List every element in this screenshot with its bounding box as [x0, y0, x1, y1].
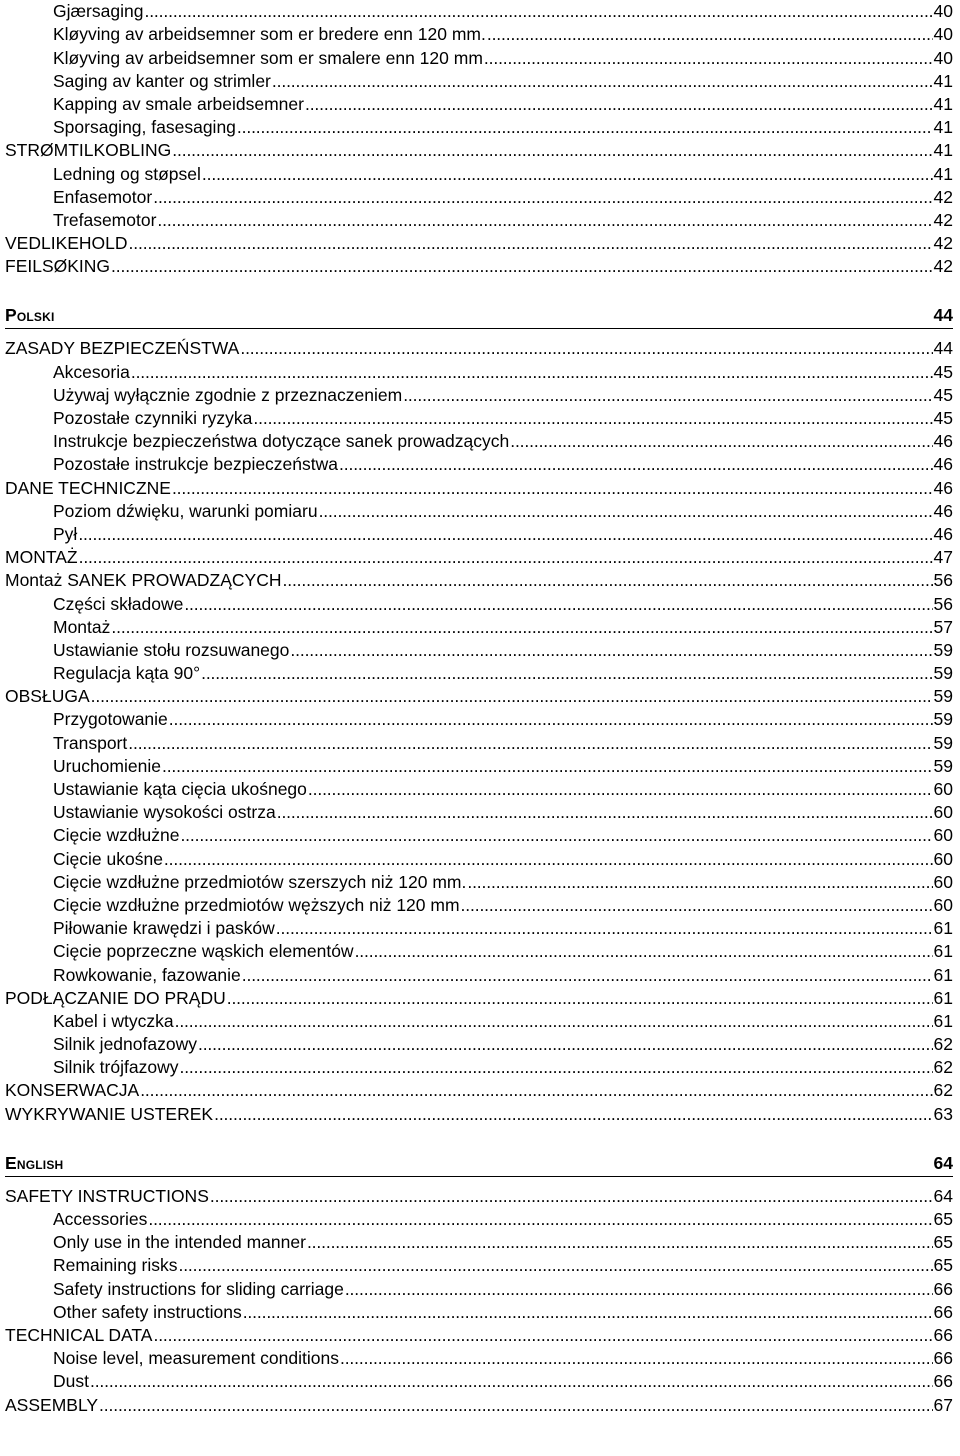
toc-entry[interactable]: [5, 1393, 953, 1416]
toc-entry-page-number: 59: [933, 709, 953, 730]
toc-entry-page-number: 62: [933, 1080, 953, 1101]
toc-entry-title: Pozostałe czynniki ryzyka: [53, 408, 253, 428]
toc-entry-title: Ledning og støpsel: [53, 163, 201, 184]
dot-leader: [210, 1185, 933, 1208]
toc-entry-title: Regulacja kąta 90°: [53, 663, 201, 684]
toc-entry[interactable]: [5, 940, 953, 963]
toc-entry-title: TECHNICAL DATA: [5, 1324, 153, 1345]
dot-leader: [157, 209, 932, 232]
toc-entry-title: Cięcie wzdłużne przedmiotów szerszych niż 120 mm.: [53, 871, 467, 892]
toc-entry-title: Cięcie wzdłużne przedmiotów węższych niż 120 mm: [53, 894, 460, 915]
toc-entry-page-number: 61: [933, 918, 953, 939]
toc-entry[interactable]: [5, 1231, 953, 1254]
toc-entry[interactable]: [5, 1010, 953, 1033]
dot-leader: [510, 430, 932, 453]
dot-leader: [172, 477, 933, 500]
toc-entry-page-number: 42: [933, 256, 953, 277]
toc-entry[interactable]: [5, 116, 953, 139]
toc-entry-page-number: 46: [933, 431, 953, 452]
toc-entry-page-number: 60: [933, 802, 953, 823]
toc-entry-page-number: 46: [933, 477, 953, 498]
section-title: Polski: [5, 305, 55, 326]
toc-entry-page-number: 66: [933, 1301, 953, 1322]
dot-leader: [169, 708, 933, 731]
toc-entry-title: STRØMTILKOBLING: [5, 140, 172, 161]
dot-leader: [305, 93, 933, 116]
toc-entry-title: Noise level, measurement conditions: [53, 1348, 339, 1369]
toc-entry[interactable]: [5, 93, 953, 116]
dot-leader: [272, 70, 933, 93]
toc-entry[interactable]: [5, 731, 953, 754]
dot-leader: [283, 569, 933, 592]
toc-entry-title: ZASADY BEZPIECZEŃSTWA: [5, 338, 240, 359]
dot-leader: [227, 987, 933, 1010]
section-page-number: 44: [933, 305, 953, 326]
toc-entry-title: Ustawianie wysokości ostrza: [53, 802, 276, 823]
toc-entry-page-number: 42: [933, 233, 953, 254]
toc-entry-title: Sporsaging, fasesaging: [53, 117, 236, 138]
toc-entry[interactable]: [5, 847, 953, 870]
section-page-number: 64: [933, 1152, 953, 1173]
toc-entry-title: WYKRYWANIE USTEREK: [5, 1103, 214, 1124]
toc-entry[interactable]: [5, 1301, 953, 1324]
toc-entry-page-number: 46: [933, 500, 953, 521]
toc-entry-page-number: 61: [933, 941, 953, 962]
toc-entry-page-number: 59: [933, 639, 953, 660]
toc-entry-page-number: 46: [933, 454, 953, 475]
toc-entry[interactable]: [5, 1185, 953, 1208]
dot-leader: [214, 1103, 932, 1126]
toc-entry-page-number: 61: [933, 987, 953, 1008]
toc-entry-page-number: 59: [933, 686, 953, 707]
toc-entry-title: Rowkowanie, fazowanie: [53, 964, 241, 985]
toc-entry-title: Pozostałe instrukcje bezpieczeństwa: [53, 454, 339, 475]
toc-entry-page-number: 67: [933, 1394, 953, 1415]
dot-leader: [467, 871, 932, 894]
dot-leader: [140, 1079, 932, 1102]
toc-entry-title: Silnik trójfazowy: [53, 1057, 179, 1078]
toc-entry[interactable]: [5, 569, 953, 592]
toc-entry-title: Cięcie wzdłużne: [53, 825, 180, 846]
toc-entry[interactable]: [5, 662, 953, 685]
toc-entry[interactable]: [5, 1208, 953, 1231]
toc-entry[interactable]: [5, 1033, 953, 1056]
toc-entry[interactable]: [5, 917, 953, 940]
toc-entry[interactable]: [5, 407, 953, 430]
dot-leader: [78, 523, 932, 546]
toc-entry-title: Montaż SANEK PROWADZĄCYCH: [5, 570, 282, 591]
toc-entry[interactable]: [5, 801, 953, 824]
toc-entry-title: Cięcie ukośne: [53, 848, 163, 869]
toc-entry[interactable]: [5, 1370, 953, 1393]
toc-entry-page-number: 65: [933, 1209, 953, 1229]
toc-entry-page-number: 59: [933, 663, 953, 684]
dot-leader: [484, 47, 933, 70]
toc-entry-title: Other safety instructions: [53, 1301, 242, 1322]
toc-entry-title: FEILSØKING: [5, 256, 111, 277]
toc-entry-page-number: 62: [933, 1034, 953, 1055]
toc-entry-page-number: 59: [933, 732, 953, 753]
toc-entry-title: Części składowe: [53, 593, 184, 614]
toc-entry-title: MONTAŻ: [5, 547, 78, 568]
toc-entry-page-number: 56: [933, 593, 953, 614]
dot-leader: [242, 964, 933, 987]
toc-entry[interactable]: [5, 1102, 953, 1125]
toc-entry-page-number: 45: [933, 384, 953, 405]
toc-entry-title: VEDLIKEHOLD: [5, 233, 128, 254]
toc-entry-page-number: 60: [933, 848, 953, 869]
toc-entry-page-number: 40: [933, 1, 953, 22]
toc-entry-page-number: 40: [933, 24, 953, 45]
dot-leader: [144, 0, 932, 23]
toc-entry-title: Only use in the intended manner: [53, 1232, 306, 1253]
dot-leader: [276, 917, 933, 940]
dot-leader: [308, 778, 933, 801]
toc-section-heading[interactable]: [5, 1152, 953, 1177]
toc-entry[interactable]: [5, 453, 953, 476]
dot-leader: [153, 1324, 932, 1347]
toc-entry-page-number: 66: [933, 1348, 953, 1369]
toc-entry-page-number: 65: [933, 1255, 953, 1276]
dot-leader: [148, 1208, 932, 1231]
toc-entry-page-number: 41: [933, 117, 953, 138]
toc-entry-page-number: 64: [933, 1185, 953, 1206]
toc-entry-title: Ustawianie stołu rozsuwanego: [53, 639, 290, 660]
toc-entry-page-number: 60: [933, 779, 953, 799]
toc-entry-title: Używaj wyłącznie zgodnie z przeznaczeniem: [53, 384, 403, 405]
toc-entry-page-number: 41: [933, 93, 953, 114]
toc-entry-title: KONSERWACJA: [5, 1080, 140, 1101]
toc-entry-page-number: 62: [933, 1057, 953, 1078]
dot-leader: [153, 186, 932, 209]
dot-leader: [487, 23, 933, 46]
toc-entry-title: OBSŁUGA: [5, 686, 90, 707]
dot-leader: [403, 384, 932, 407]
toc-entry[interactable]: [5, 708, 953, 731]
toc-entry[interactable]: [5, 384, 953, 407]
dot-leader: [355, 940, 933, 963]
toc-entry[interactable]: [5, 592, 953, 615]
dot-leader: [290, 639, 932, 662]
toc-entry-title: Cięcie poprzeczne wąskich elementów: [53, 941, 354, 962]
dot-leader: [277, 801, 933, 824]
toc-entry-page-number: 66: [933, 1371, 953, 1392]
toc-entry-title: Trefasemotor: [53, 209, 157, 230]
toc-entry[interactable]: [5, 70, 953, 93]
toc-entry[interactable]: [5, 1254, 953, 1277]
toc-entry-title: Remaining risks: [53, 1255, 178, 1276]
toc-entry-page-number: 45: [933, 361, 953, 382]
toc-entry[interactable]: [5, 894, 953, 917]
toc-entry[interactable]: [5, 0, 953, 23]
toc-entry[interactable]: [5, 337, 953, 360]
toc-entry-page-number: 56: [933, 570, 953, 591]
toc-entry[interactable]: [5, 639, 953, 662]
toc-entry[interactable]: [5, 778, 953, 801]
toc-entry[interactable]: [5, 430, 953, 453]
toc-entry-page-number: 66: [933, 1324, 953, 1345]
dot-leader: [319, 500, 933, 523]
toc-entry-title: Piłowanie krawędzi i pasków: [53, 918, 275, 939]
toc-entry-title: Przygotowanie: [53, 709, 168, 730]
toc-entry-page-number: 57: [933, 616, 953, 637]
toc-entry[interactable]: [5, 546, 953, 569]
dot-leader: [79, 546, 933, 569]
toc-entry-title: PODŁĄCZANIE DO PRĄDU: [5, 987, 226, 1008]
dot-leader: [179, 1056, 932, 1079]
toc-entry-title: Transport: [53, 732, 128, 753]
toc-entry-title: SAFETY INSTRUCTIONS: [5, 1185, 209, 1206]
toc-entry-page-number: 60: [933, 825, 953, 846]
toc-entry-page-number: 41: [933, 70, 953, 91]
toc-entry-page-number: 41: [933, 140, 953, 161]
dot-leader: [339, 453, 933, 476]
toc-entry-title: Uruchomienie: [53, 755, 161, 776]
toc-entry-page-number: 47: [933, 547, 953, 568]
toc-entry-page-number: 65: [933, 1232, 953, 1253]
toc-entry[interactable]: [5, 755, 953, 778]
dot-leader: [340, 1347, 933, 1370]
toc-entry[interactable]: [5, 987, 953, 1010]
section-title: English: [5, 1152, 64, 1173]
toc-entry-title: Accessories: [53, 1209, 148, 1229]
toc-entry-title: Dust: [53, 1371, 89, 1392]
toc-entry[interactable]: [5, 162, 953, 185]
toc-entry[interactable]: [5, 500, 953, 523]
dot-leader: [243, 1301, 933, 1324]
toc-entry-title: Kabel i wtyczka: [53, 1010, 174, 1031]
toc-entry[interactable]: [5, 23, 953, 46]
dot-leader: [253, 407, 932, 430]
toc-entry-title: DANE TECHNICZNE: [5, 477, 171, 498]
dot-leader: [90, 1370, 933, 1393]
dot-leader: [172, 139, 932, 162]
dot-leader: [162, 755, 933, 778]
toc-entry-title: Pył: [53, 523, 78, 544]
toc-entry[interactable]: [5, 139, 953, 162]
toc-entry-title: Kløyving av arbeidsemner som er smalere enn 120 mm: [53, 47, 483, 68]
dot-leader: [175, 1010, 933, 1033]
toc-entry-title: Montaż: [53, 616, 111, 637]
toc-section-heading[interactable]: [5, 304, 953, 329]
dot-leader: [129, 232, 933, 255]
toc-entry-title: Gjærsaging: [53, 1, 144, 22]
toc-entry-page-number: 59: [933, 755, 953, 776]
dot-leader: [111, 255, 933, 278]
dot-leader: [111, 616, 932, 639]
toc-entry-page-number: 42: [933, 186, 953, 207]
dot-leader: [202, 163, 933, 186]
toc-entry[interactable]: [5, 476, 953, 499]
toc-entry-page-number: 61: [933, 1010, 953, 1031]
toc-entry[interactable]: [5, 360, 953, 383]
dot-leader: [345, 1278, 933, 1301]
dot-leader: [184, 593, 932, 616]
toc-entry-page-number: 66: [933, 1278, 953, 1299]
toc-entry-title: Enfasemotor: [53, 186, 153, 207]
toc-entry[interactable]: [5, 255, 953, 278]
dot-leader: [128, 732, 932, 755]
dot-leader: [178, 1254, 932, 1277]
dot-leader: [131, 361, 933, 384]
toc-entry-page-number: 41: [933, 163, 953, 184]
toc-entry-title: Safety instructions for sliding carriage: [53, 1278, 344, 1299]
toc-entry[interactable]: [5, 1347, 953, 1370]
toc-entry-page-number: 46: [933, 523, 953, 544]
toc-entry-title: Kløyving av arbeidsemner som er bredere enn 120 mm.: [53, 24, 486, 45]
toc-entry-title: Akcesoria: [53, 361, 130, 382]
toc-entry-page-number: 40: [933, 47, 953, 68]
toc-entry-title: Poziom dźwięku, warunki pomiaru: [53, 500, 318, 521]
toc-entry-title: Kapping av smale arbeidsemner: [53, 93, 304, 114]
toc-entry[interactable]: [5, 824, 953, 847]
toc-entry[interactable]: [5, 232, 953, 255]
dot-leader: [99, 1394, 932, 1417]
toc-entry[interactable]: [5, 1056, 953, 1079]
table-of-contents: [5, 0, 953, 1417]
toc-entry-title: ASSEMBLY: [5, 1394, 99, 1415]
toc-entry[interactable]: [5, 1324, 953, 1347]
toc-entry[interactable]: [5, 209, 953, 232]
toc-entry[interactable]: [5, 523, 953, 546]
toc-entry-page-number: 60: [933, 871, 953, 892]
dot-leader: [201, 662, 932, 685]
toc-entry-title: Silnik jednofazowy: [53, 1034, 197, 1055]
toc-entry[interactable]: [5, 1277, 953, 1300]
toc-entry[interactable]: [5, 46, 953, 69]
toc-entry[interactable]: [5, 685, 953, 708]
dot-leader: [198, 1033, 933, 1056]
toc-entry[interactable]: [5, 963, 953, 986]
toc-entry-page-number: 61: [933, 964, 953, 985]
dot-leader: [461, 894, 933, 917]
toc-entry-title: Instrukcje bezpieczeństwa dotyczące sanek prowadzących: [53, 431, 510, 452]
toc-entry-page-number: 45: [933, 408, 953, 428]
toc-entry[interactable]: [5, 616, 953, 639]
dot-leader: [164, 848, 933, 871]
toc-entry-page-number: 42: [933, 209, 953, 230]
toc-entry-page-number: 44: [933, 338, 953, 359]
dot-leader: [180, 824, 932, 847]
toc-entry[interactable]: [5, 186, 953, 209]
toc-entry-page-number: 60: [933, 894, 953, 915]
toc-entry[interactable]: [5, 1079, 953, 1102]
dot-leader: [307, 1231, 933, 1254]
dot-leader: [240, 337, 932, 360]
dot-leader: [237, 116, 933, 139]
toc-entry[interactable]: [5, 871, 953, 894]
toc-entry-page-number: 63: [933, 1103, 953, 1124]
toc-entry-title: Saging av kanter og strimler: [53, 70, 271, 91]
dot-leader: [91, 685, 933, 708]
toc-entry-title: Ustawianie kąta cięcia ukośnego: [53, 779, 307, 799]
